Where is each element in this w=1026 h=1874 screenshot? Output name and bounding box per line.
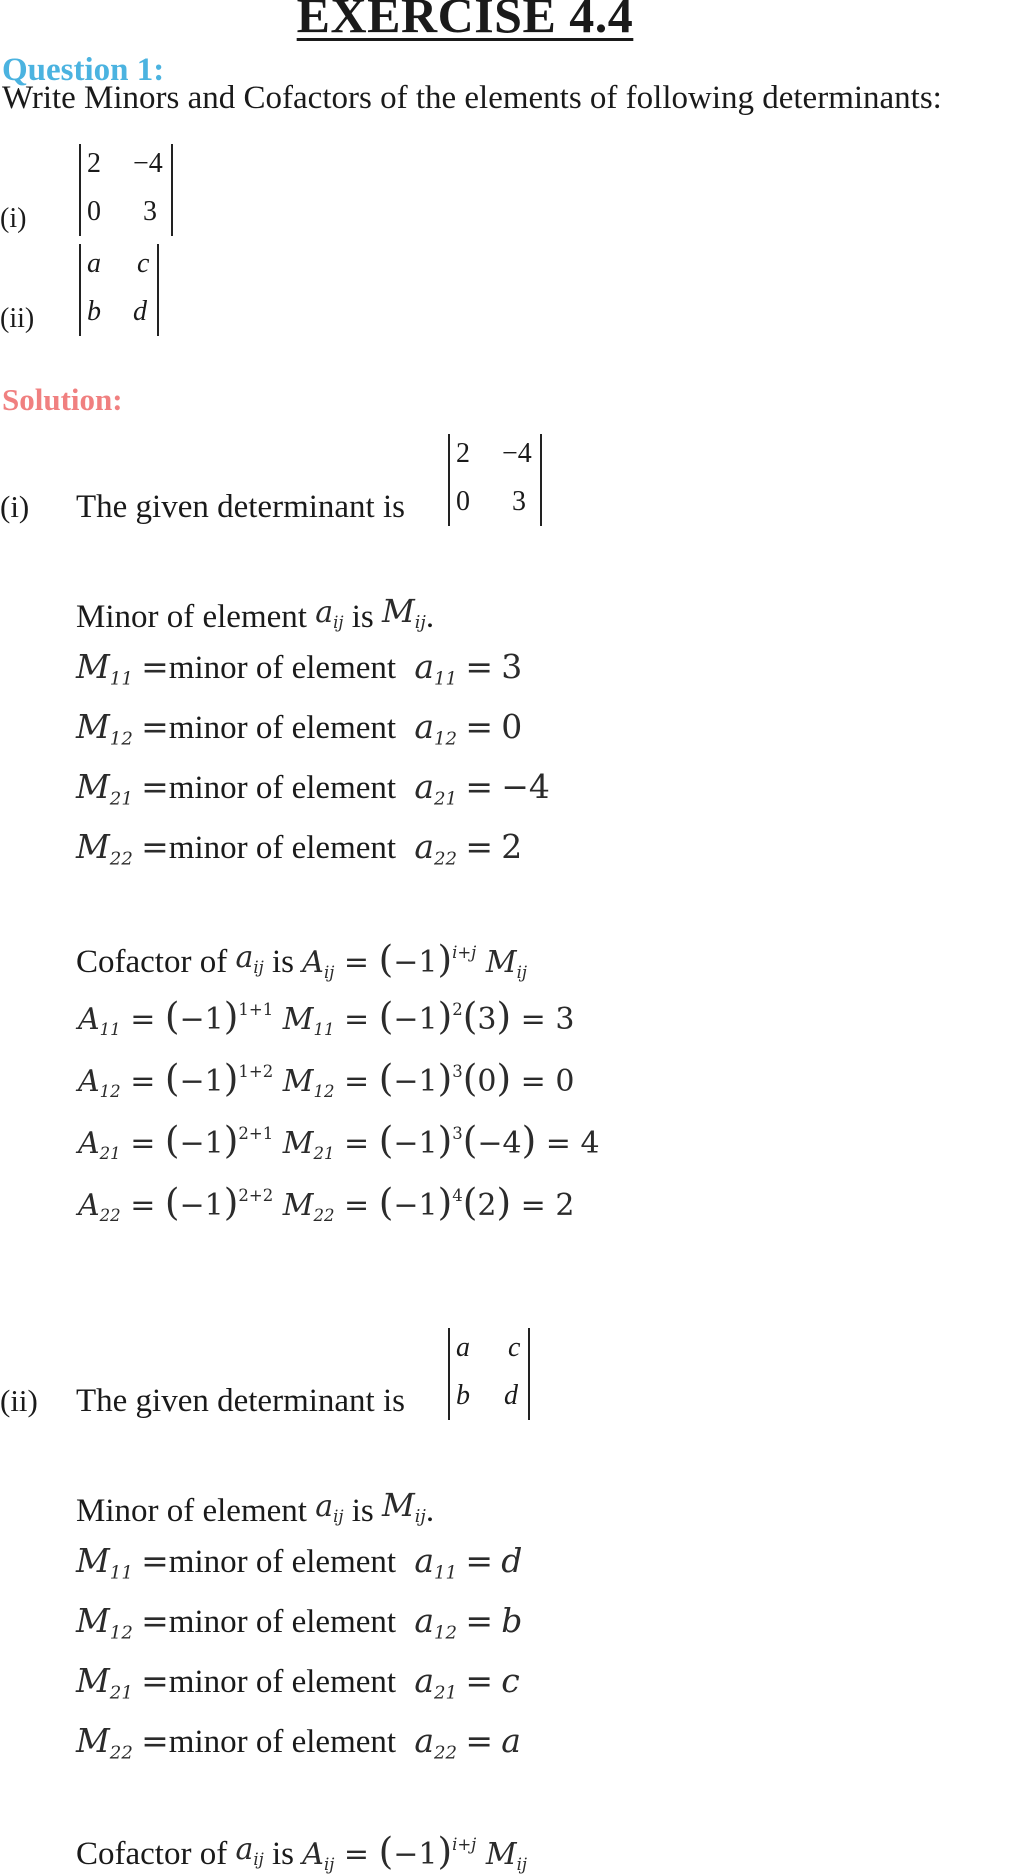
- solution-determinant-1: [448, 434, 542, 526]
- matrix-cell: a: [456, 1332, 470, 1363]
- matrix-cell: 2: [87, 148, 101, 179]
- minor-intro-is: is: [351, 1493, 374, 1529]
- cofactor-intro-is: is: [272, 1836, 295, 1872]
- matrix-cell: b: [456, 1380, 470, 1411]
- matrix-cell: 0: [456, 486, 470, 517]
- minor-row: $M_{21}$ =minor of element $a_{21} = -4$: [76, 767, 550, 810]
- minor-row: $M_{12}$ =minor of element $a_{12} = 0$: [76, 707, 523, 750]
- minor-value: −4: [501, 767, 550, 806]
- solution-part-label: (ii): [0, 1383, 38, 1418]
- minor-value: c: [501, 1661, 520, 1700]
- cofactor-row: $A_{21} = (-1)^{2+1}$ $M_{21} = (-1)^3(-4) = 4$: [78, 1118, 600, 1163]
- matrix-cell: b: [87, 296, 101, 327]
- cofactor-row: $A_{11} = (-1)^{1+1}$ $M_{11} = (-1)^2(3) = 3$: [78, 994, 575, 1039]
- solution-part-label: (i): [0, 489, 30, 524]
- matrix-cell: 0: [87, 196, 101, 227]
- question-determinant-1: [79, 144, 173, 236]
- minor-intro-text: Minor of element: [76, 599, 307, 635]
- cofactor-row: $A_{12} = (-1)^{1+2}$ $M_{12} = (-1)^3(0) = 0$: [78, 1056, 575, 1101]
- matrix-cell: c: [508, 1332, 521, 1363]
- matrix-cell: −4: [502, 438, 532, 469]
- matrix-cell: 2: [456, 438, 470, 469]
- minor-value: a: [501, 1721, 521, 1760]
- cofactor-value: 2: [555, 1188, 575, 1224]
- cofactor-definition: Cofactor of $a_{ij}$ is $A_{ij} = (-1)^{i+j}$ $M_{ij}$: [76, 937, 527, 982]
- minor-row: $M_{21}$ =minor of element $a_{21} = c$: [76, 1661, 520, 1704]
- minor-row: $M_{11}$ =minor of element $a_{11} = d$: [76, 1541, 523, 1584]
- minor-phrase: minor of element: [168, 1604, 397, 1640]
- cofactor-intro-text: Cofactor of: [76, 944, 228, 980]
- minor-phrase: minor of element: [168, 1664, 397, 1700]
- matrix-cell: d: [133, 296, 147, 327]
- question-heading: Question 1:: [2, 52, 165, 88]
- minor-intro-is: is: [351, 599, 374, 635]
- minor-value: 0: [501, 707, 523, 746]
- given-determinant-text: The given determinant is: [76, 1383, 405, 1419]
- solution-determinant-2: [448, 1328, 530, 1420]
- matrix-cell: c: [137, 248, 150, 279]
- cofactor-value: 4: [580, 1126, 600, 1162]
- question-text: Write Minors and Cofactors of the elements of following determinants:: [2, 80, 942, 116]
- matrix-cell: −4: [133, 148, 163, 179]
- cofactor-intro-is: is: [272, 944, 295, 980]
- minor-phrase: minor of element: [168, 770, 397, 806]
- minor-definition: Minor of element $a_{ij}$ is $M_{ij}$.: [76, 1486, 435, 1529]
- minor-value: 2: [501, 827, 523, 866]
- question-determinant-2: [79, 244, 159, 336]
- minor-row: $M_{12}$ =minor of element $a_{12} = b$: [76, 1601, 523, 1644]
- cofactor-intro-text: Cofactor of: [76, 1836, 228, 1872]
- minor-row: $M_{22}$ =minor of element $a_{22} = a$: [76, 1721, 521, 1764]
- cofactor-value: 0: [555, 1064, 575, 1100]
- question-part-label: (ii): [0, 303, 35, 334]
- cofactor-value: 3: [555, 1002, 575, 1038]
- solution-heading: Solution:: [2, 382, 123, 417]
- matrix-cell: 3: [512, 486, 526, 517]
- minor-value: 3: [501, 647, 523, 686]
- minor-value: d: [501, 1541, 523, 1580]
- minor-phrase: minor of element: [168, 710, 397, 746]
- matrix-cell: a: [87, 248, 101, 279]
- matrix-cell: d: [504, 1380, 518, 1411]
- question-part-label: (i): [0, 203, 27, 234]
- minor-row: $M_{22}$ =minor of element $a_{22} = 2$: [76, 827, 523, 870]
- cofactor-definition: Cofactor of $a_{ij}$ is $A_{ij} = (-1)^{i+j}$ $M_{ij}$: [76, 1829, 527, 1874]
- minor-phrase: minor of element: [168, 650, 397, 686]
- minor-intro-text: Minor of element: [76, 1493, 307, 1529]
- cofactor-row: $A_{22} = (-1)^{2+2}$ $M_{22} = (-1)^4(2) = 2$: [78, 1180, 575, 1225]
- minor-row: $M_{11}$ =minor of element $a_{11} = 3$: [76, 647, 523, 690]
- page-title: EXERCISE 4.4: [296, 0, 634, 43]
- matrix-cell: 3: [143, 196, 157, 227]
- minor-phrase: minor of element: [168, 1544, 397, 1580]
- given-determinant-text: The given determinant is: [76, 489, 405, 525]
- minor-definition: Minor of element $a_{ij}$ is $M_{ij}$.: [76, 592, 435, 635]
- minor-value: b: [501, 1601, 523, 1640]
- minor-phrase: minor of element: [168, 1724, 397, 1760]
- minor-phrase: minor of element: [168, 830, 397, 866]
